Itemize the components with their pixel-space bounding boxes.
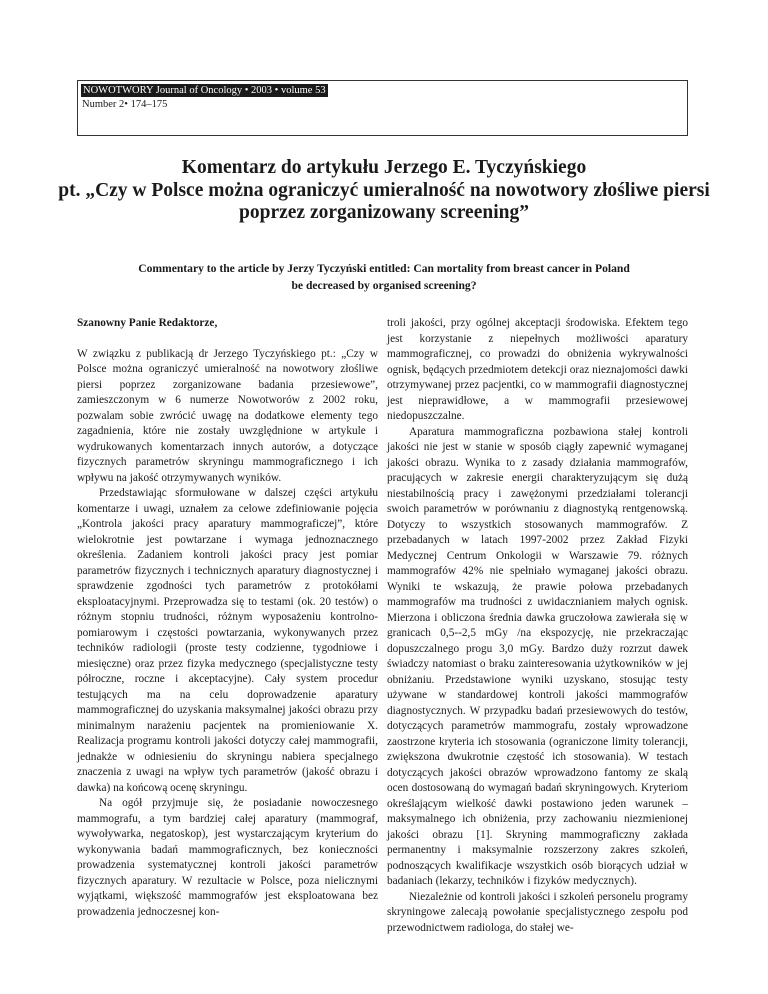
title-line: pt. „Czy w Polsce można ograniczyć umieralność na nowotwory złośliwe piersi	[58, 179, 710, 201]
left-column	[77, 316, 378, 920]
journal-header-box	[77, 80, 688, 136]
paragraph: W związku z publikacją dr Jerzego Tyczyńskiego pt.: „Czy w Polsce można ograniczyć umieralność na nowotwory złośliwe piersi poprzez zorganizowane badania przesiewowe”, zamieszczonym w 6 numerze Nowotworów z 2002 roku, pozwalam sobie zwrócić uwagę na dodatkowe elementy tego zagadnienia, które nie zostały uwzględnione w artykule i wydrukowanych komentarzach innych autorów, a dotyczące fizycznych parametrów skryningu mammograficznego i ich wpływu na jakość otrzymywanych wyników.	[77, 347, 378, 484]
paragraph: Na ogół przyjmuje się, że posiadanie nowoczesnego mammografu, a tym bardziej całej aparatury (mammograf, wywoływarka, negatoskop), jest wystarczającym kryterium do wykonywania badań mammograficznych, bez konieczności prowadzenia systematycznej kontroli jakości parametrów fizycznych aparatury. W rezultacie w Polsce, poza nielicznymi wyjątkami, większość mammografów jest eksploatowana bez prowadzenia jednoczesnej kon-	[77, 797, 378, 918]
title-line: Komentarz do artykułu Jerzego E. Tyczyńskiego	[181, 157, 587, 178]
paragraph: Niezależnie od kontroli jakości i szkoleń personelu programy skryningowe zalecają powołanie specjalistycznego zespołu pod przewodnictwem radiologa, do stałej we-	[387, 890, 688, 934]
paragraph: Aparatura mammograficzna pozbawiona stałej kontroli jakości nie jest w stanie w sposób ciągły zapewnić wymaganej jakości obrazu. Wynika to z zasady działania mammografów, pracujących w zakresie energii charakteryzującym się dużą niestabilnością pracy i zawężonymi przedziałami tolerancji swoich parametrów w porównaniu z diagnostyką rentgenowską. Dotyczy to wszystkich stosowanych mammografów. Z przebadanych w latach 1997-2002 przez Zakład Fizyki Medycznej Centrum Onkologii w Warszawie 79. różnych mammografów 42% nie spełniało wymaganej jakości obrazu. Wyniki te wskazują, że prawie połowa przebadanych mammografów ma trudności z uwidacznianiem małych ognisk. Mierzona i obliczona średnia dawka gruczołowa zawierała się w granicach 0,5--2,5 mGy /na ekspozycję, nie przekraczając dopuszczalnego progu 3,0 mGy. Bardzo duży rozrzut dawek świadczy natomiast o braku zainteresowania użytkowników w jej obniżaniu. Przedstawione wyniki uzyskano, stosując testy używane w standardowej kontroli jakości mammografów diagnostycznych. W przypadku badań przesiewowych do testów, dotyczących parametrów mammografu, zostały wprowadzone zaostrzone kryteria ich stosowania (ograniczone limity tolerancji, zwiększona dwukrotnie częstość ich stosowania). W testach dotyczących jakości obrazów wprowadzono fantomy ze skalą ocen dostosowaną do wymagań badań skryningowych. Kryteriom określającym wielkość dawki postawiono jeden warunek – maksymalnego ich obniżenia, przy zachowaniu niezmienionej jakości obrazu [1]. Skryning mammograficzny zakłada permanentny i maksymalnie rozszerzony zakres szkoleń, podnoszących kwalifikacje wszystkich osób biorących udział w badaniach (lekarzy, techników i fizyków medycznych).	[387, 425, 688, 887]
paragraph: troli jakości, przy ogólnej akceptacji środowiska. Efektem tego jest korzystanie z niepełnych możliwości aparatury mammograficznej, co prowadzi do obniżenia wykrywalności ognisk, będących przedmiotem detekcji oraz nieznajomości dawki otrzymywanej przez pacjentki, co w mammografii diagnostycznej jest nieprawidłowe, a w mammografii przesiewowej niedopuszczalne.	[387, 317, 688, 422]
title-line: poprzez zorganizowany screening”	[239, 202, 529, 223]
journal-issue: Number 2• 174–175	[82, 99, 168, 110]
article-title	[30, 157, 738, 225]
paragraph: Przedstawiając sformułowane w dalszej części artykułu komentarze i uwagi, uznałem za celowe zdefiniowanie pojęcia „Kontrola jakości pracy aparatury mammograficzej”, które wielokrotnie jest powtarzane i wymaga jednoznacznego określenia. Zadaniem kontroli jakości pracy jest pomiar parametrów fizycznych i technicznych aparatury diagnostycznej i sprawdzenie zgodności tych parametrów z protokółami eksploatacyjnymi. Przeprowadza się to testami (ok. 20 testów) o różnym stopniu trudności, różnym wyposażeniu kontrolno-pomiarowym i częstości powtarzania, wykonywanych przez techników radiologii (proste testy codzienne, tygodniowe i miesięczne) oraz przez fizyka medycznego (specjalistyczne testy półroczne, roczne i akceptacyjne). Cały system procedur testujących ma na celu doprowadzenie aparatury mammograficznej do uzyskania maksymalnej jakości obrazu przy minimalnym narażeniu pacjentek na promieniowanie X. Realizacja programu kontroli jakości dotyczy całej mammografii, jednakże w odniesieniu do skryningu nabiera specjalnego znaczenia z uwagi na wpływ tych parametrów (jakość obrazu i dawka) na końcową ocenę skryningu.	[77, 487, 378, 794]
subtitle-line: be decreased by organised screening?	[291, 279, 477, 292]
subtitle-line: Commentary to the article by Jerzy Tyczyński entitled: Can mortality from breast cancer in Poland	[138, 262, 630, 275]
journal-name: NOWOTWORY Journal of Oncology • 2003 • volume 53	[83, 85, 326, 96]
salutation: Szanowny Panie Redaktorze,	[77, 317, 218, 329]
right-column	[387, 316, 688, 936]
english-title	[60, 260, 708, 294]
